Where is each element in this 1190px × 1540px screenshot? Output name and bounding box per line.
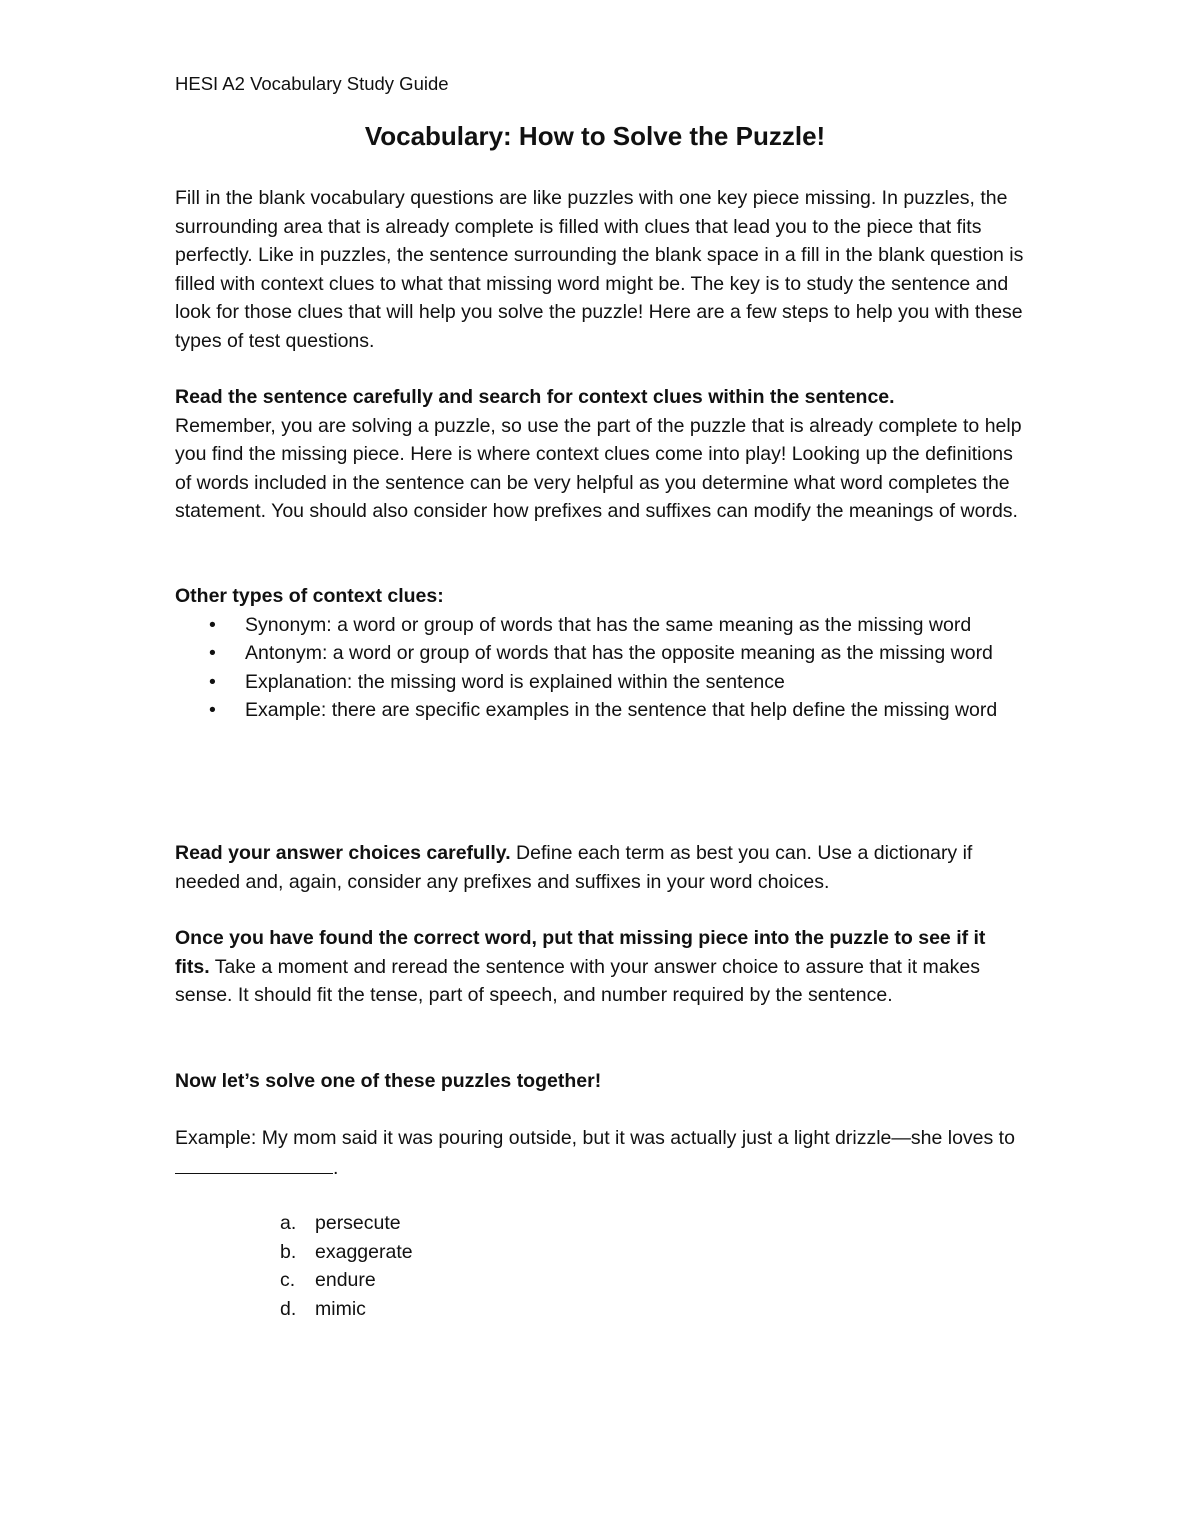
- step-correct-word: [175, 924, 1025, 1010]
- step-correct-word-paragraph: [175, 924, 1025, 1010]
- choice-letter: a.: [280, 1212, 297, 1234]
- step-answer-choices-paragraph: [175, 839, 1025, 896]
- other-context-clues-heading: Other types of context clues:: [175, 585, 444, 607]
- choice-word: endure: [315, 1269, 376, 1292]
- bullet-icon: •: [209, 613, 216, 636]
- answer-choice: [280, 1295, 413, 1324]
- running-header: HESI A2 Vocabulary Study Guide: [175, 73, 449, 94]
- step-answer-choices: [175, 839, 1025, 896]
- step-read-sentence-text: Remember, you are solving a puzzle, so use the part of the puzzle that is already complete to help you find the missing piece. Here is where context clues come into play! Looking up the definitions of words included in the sentence can be very helpful as you determine what word completes the statement. You should also consider how prefixes and suffixes can modify the meanings of words.: [175, 414, 1022, 523]
- choice-letter: b.: [280, 1240, 297, 1263]
- step-answer-choices-text: Define each term as best you can. Use a dictionary if needed and, again, consider any prefixes and suffixes in your word choices.: [175, 842, 973, 893]
- answer-choice: [280, 1209, 413, 1238]
- other-context-clues: [175, 582, 1025, 725]
- choice-word: mimic: [315, 1297, 366, 1320]
- example-question: [175, 1124, 1025, 1182]
- bullet-icon: •: [209, 699, 216, 722]
- intro-paragraph: [175, 184, 1025, 356]
- choice-letter: d.: [280, 1297, 297, 1320]
- bullet-icon: •: [209, 670, 216, 693]
- answer-choice: [280, 1238, 413, 1267]
- list-item: • Example: there are specific examples in the sentence that help define the missing word: [175, 696, 1025, 725]
- answer-choice-list: [280, 1209, 413, 1323]
- answer-blank: [175, 1153, 333, 1174]
- answer-choice: [280, 1266, 413, 1295]
- bullet-icon: •: [209, 642, 216, 665]
- choice-word: persecute: [315, 1212, 401, 1234]
- choice-letter: c.: [280, 1269, 296, 1292]
- example-end: .: [333, 1156, 339, 1179]
- example-lead: Example: My mom said it was pouring outside, but it was actually just a light drizzle—she loves to: [175, 1127, 1015, 1149]
- context-clue-list: [175, 611, 1025, 725]
- step-correct-word-text: Take a moment and reread the sentence with your answer choice to assure that it makes sense. It should fit the tense, part of speech, and number required by the sentence.: [175, 955, 980, 1007]
- step-correct-word-heading: Once you have found the correct word, put that missing piece into the puzzle to see if it fits.: [175, 927, 986, 978]
- page-title: Vocabulary: How to Solve the Puzzle!: [364, 121, 826, 151]
- solve-heading: Now let’s solve one of these puzzles together!: [175, 1070, 602, 1092]
- step-answer-choices-heading: Read your answer choices carefully.: [175, 842, 511, 864]
- intro-text: Fill in the blank vocabulary questions are like puzzles with one key piece missing. In puzzles, the surrounding area that is already complete is filled with clues that lead you to the piece that fits perfectly. Like in puzzles, the sentence surrounding the blank space in a fill in the blank question is filled with context clues to what that missing word might be. The key is to study the sentence and look for those clues that will help you solve the puzzle! Here are a few steps to help you with these types of test questions.: [175, 187, 1024, 352]
- list-item: • Antonym: a word or group of words that has the opposite meaning as the missing word: [175, 639, 1025, 668]
- list-item: • Explanation: the missing word is explained within the sentence: [175, 668, 1025, 697]
- list-item: • Synonym: a word or group of words that has the same meaning as the missing word: [175, 611, 1025, 640]
- example-sentence: [175, 1124, 1025, 1182]
- step-read-sentence-heading: Read the sentence carefully and search for context clues within the sentence.: [175, 386, 895, 408]
- choice-word: exaggerate: [315, 1240, 413, 1263]
- step-read-sentence: [175, 383, 1025, 526]
